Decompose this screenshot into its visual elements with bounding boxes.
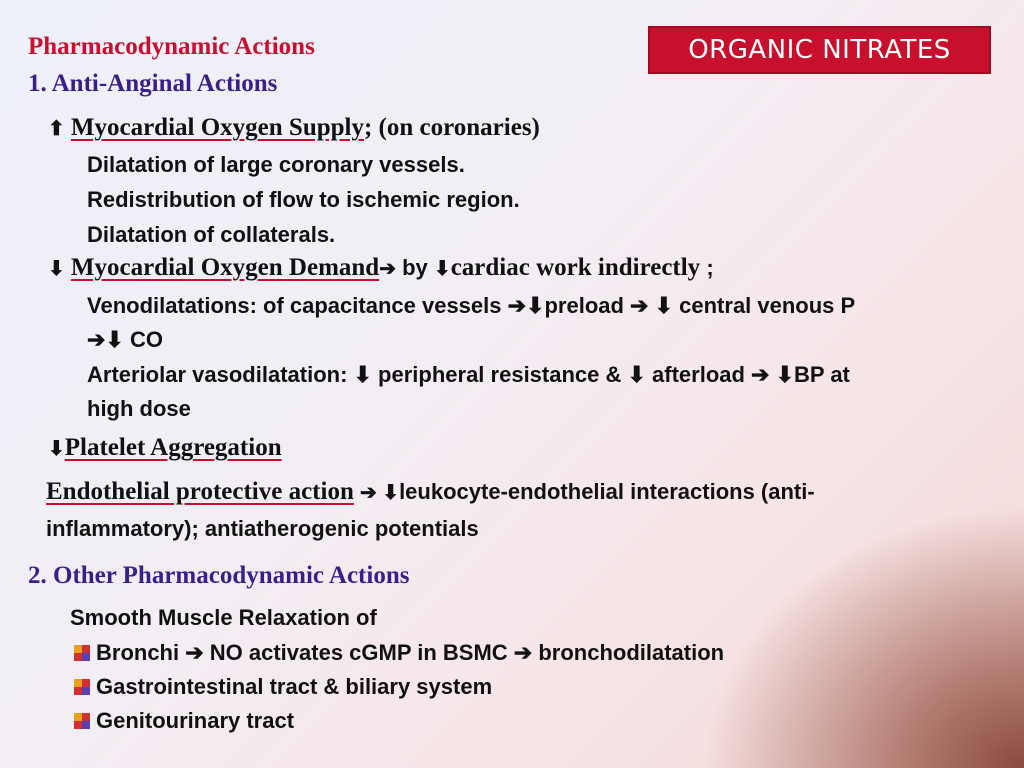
arrow-down-icon: ⬇ bbox=[48, 258, 65, 280]
smooth-muscle-title: Smooth Muscle Relaxation of bbox=[70, 605, 377, 630]
arteriolar-line-2: high dose bbox=[87, 396, 191, 421]
arrow-down-icon: ⬇ bbox=[48, 438, 65, 460]
supply-item-3: Dilatation of collaterals. bbox=[87, 222, 336, 247]
demand-label: Myocardial Oxygen Demand bbox=[70, 254, 380, 281]
supply-item-2: Redistribution of flow to ischemic region. bbox=[87, 187, 520, 212]
four-square-bullet-icon bbox=[74, 645, 90, 661]
supply-line bbox=[48, 114, 540, 142]
heading-anti-anginal: 1. Anti-Anginal Actions bbox=[28, 70, 278, 97]
smooth-item-label: Gastrointestinal tract & biliary system bbox=[96, 674, 493, 699]
supply-item-1: Dilatation of large coronary vessels. bbox=[87, 152, 465, 177]
smooth-item-gu bbox=[74, 708, 294, 734]
endothelial-line-2: inflammatory); antiatherogenic potentials bbox=[46, 516, 479, 541]
endothelial-label: Endothelial protective action bbox=[46, 478, 354, 505]
venodilatation-line-2: ➔⬇ CO bbox=[87, 327, 163, 352]
platelet-label: Platelet Aggregation bbox=[64, 434, 282, 461]
arteriolar-line-1: Arteriolar vasodilatation: ⬇ peripheral resistance & ⬇ afterload ➔ ⬇BP at bbox=[87, 362, 850, 387]
arrow-right-down-icon: ➔ ⬇ bbox=[359, 482, 400, 504]
arrow-up-icon: ⬆ bbox=[48, 118, 65, 140]
supply-suffix: ; (on coronaries) bbox=[363, 114, 540, 141]
platelet-line bbox=[48, 434, 282, 462]
endothelial-line-1 bbox=[46, 478, 815, 506]
four-square-bullet-icon bbox=[74, 679, 90, 695]
smooth-item-label: Genitourinary tract bbox=[96, 708, 295, 733]
heading-pharmacodynamic: Pharmacodynamic Actions bbox=[28, 33, 315, 60]
smooth-item-bronchi bbox=[74, 640, 724, 666]
heading-other-actions: 2. Other Pharmacodynamic Actions bbox=[28, 562, 410, 589]
endothelial-text-1: leukocyte-endothelial interactions (anti- bbox=[399, 479, 815, 504]
demand-line bbox=[48, 254, 714, 282]
demand-work: cardiac work indirectly bbox=[450, 254, 701, 281]
demand-by: by bbox=[402, 255, 428, 280]
supply-label: Myocardial Oxygen Supply bbox=[70, 114, 364, 141]
venodilatation-line-1: Venodilatations: of capacitance vessels ➔⬇preload ➔ ⬇ central venous P bbox=[87, 293, 856, 318]
demand-semicolon: ; bbox=[706, 255, 714, 280]
slide-title-box: ORGANIC NITRATES bbox=[648, 26, 991, 74]
smooth-item-label: Bronchi ➔ NO activates cGMP in BSMC ➔ bronchodilatation bbox=[96, 640, 725, 665]
four-square-bullet-icon bbox=[74, 713, 90, 729]
arrow-right-icon: ➔ bbox=[379, 258, 396, 280]
smooth-item-gi bbox=[74, 674, 492, 700]
arrow-down-icon: ⬇ bbox=[433, 258, 451, 280]
